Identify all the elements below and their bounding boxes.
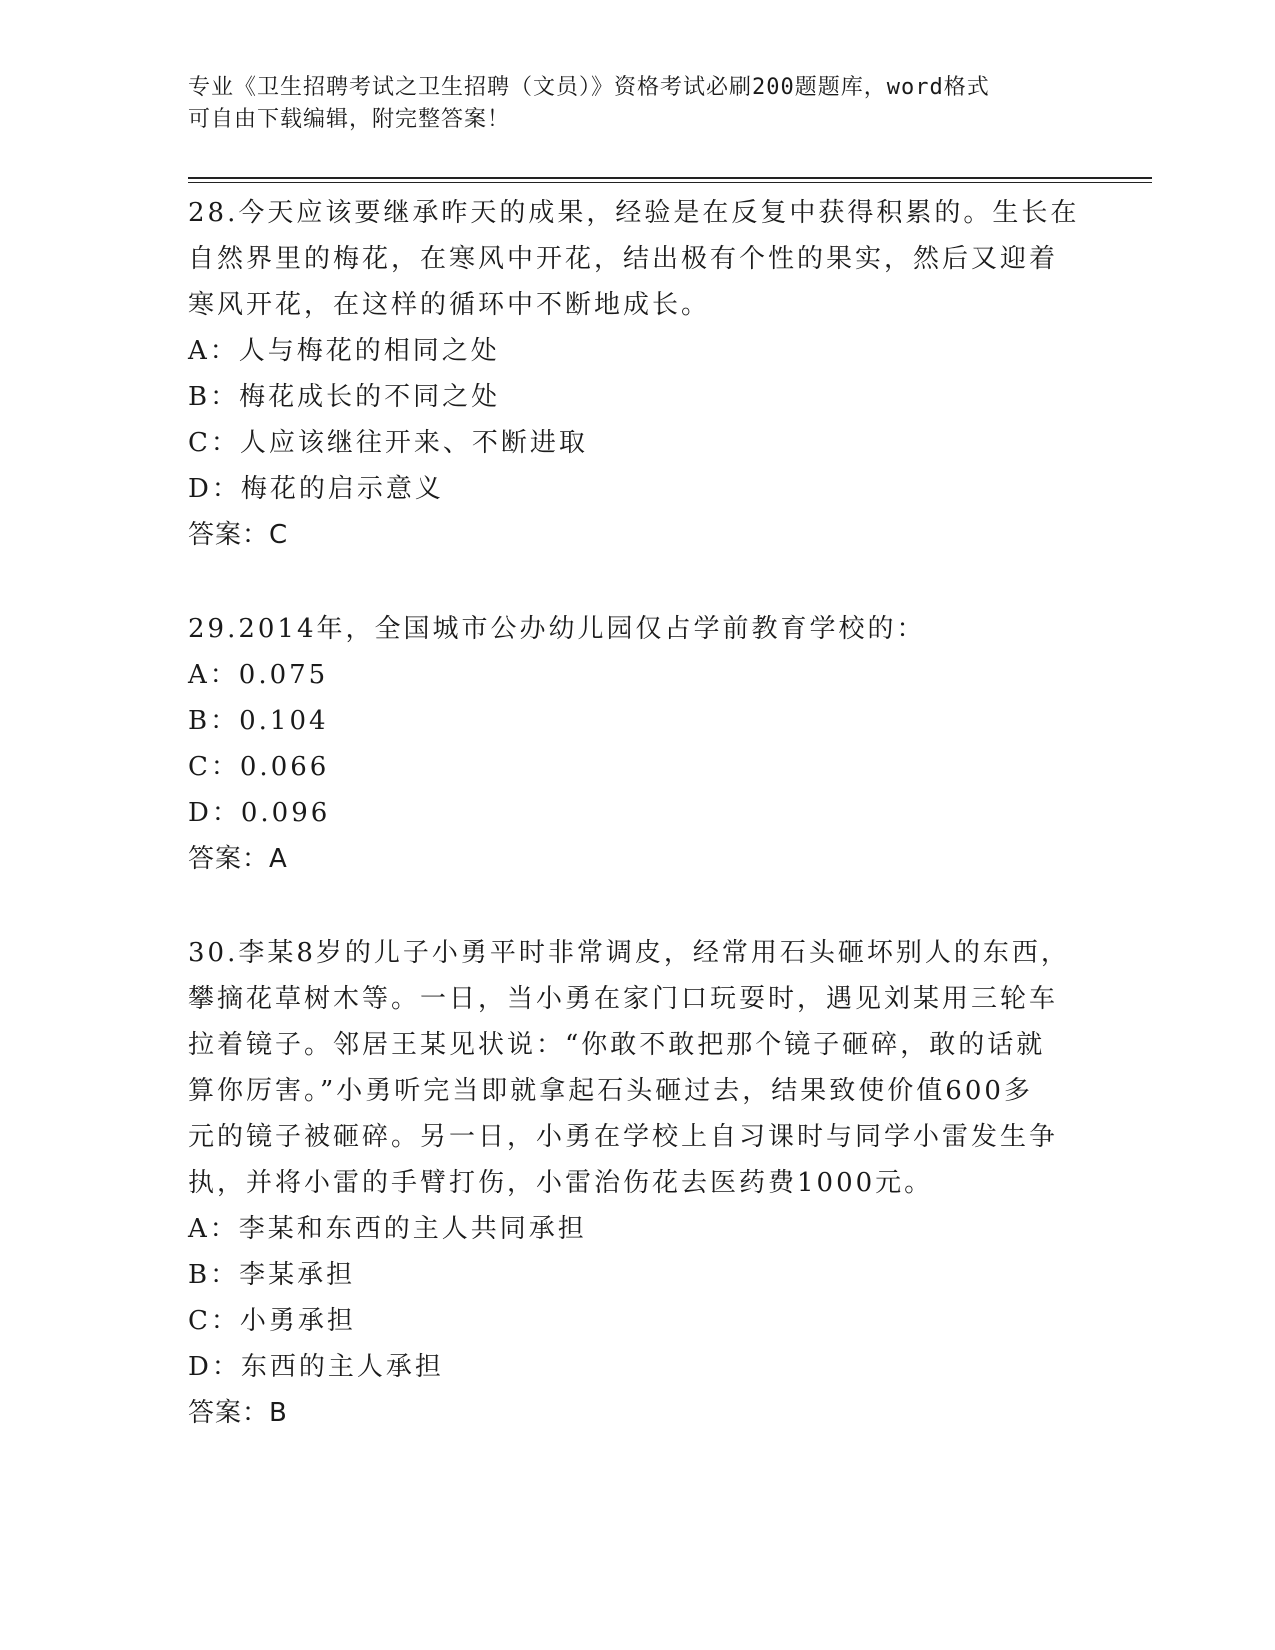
option-c: C：0.066 — [188, 752, 330, 782]
option-a: A：0.075 — [188, 660, 329, 690]
answer-label: 答案：A — [188, 844, 288, 874]
question-list — [188, 190, 1088, 1436]
question-stem-line: 攀摘花草树木等。一日，当小勇在家门口玩耍时，遇见刘某用三轮车 — [188, 984, 1059, 1014]
option-c: C：人应该继往开来、不断进取 — [188, 428, 588, 458]
question-stem-line: 29.2014年，全国城市公办幼儿园仅占学前教育学校的： — [188, 614, 926, 644]
question-28 — [188, 190, 1088, 558]
header-line-2: 可自由下载编辑，附完整答案！ — [188, 107, 511, 132]
question-stem-line: 30.李某8岁的儿子小勇平时非常调皮，经常用石头砸坏别人的东西， — [188, 938, 1070, 968]
option-b: B：李某承担 — [188, 1260, 356, 1290]
question-30 — [188, 930, 1088, 1436]
header-line-1: 专业《卫生招聘考试之卫生招聘（文员）》资格考试必刷200题题库，word格式 — [188, 75, 990, 100]
option-b: B：梅花成长的不同之处 — [188, 382, 501, 412]
question-stem-line: 寒风开花，在这样的循环中不断地成长。 — [188, 290, 711, 320]
answer-label: 答案：C — [188, 520, 289, 550]
question-stem-line: 拉着镜子。邻居王某见状说：“你敢不敢把那个镜子砸碎，敢的话就 — [188, 1030, 1046, 1060]
option-c: C：小勇承担 — [188, 1306, 356, 1336]
option-a: A：人与梅花的相同之处 — [188, 336, 500, 366]
question-stem-line: 28.今天应该要继承昨天的成果，经验是在反复中获得积累的。生长在 — [188, 198, 1080, 228]
option-d: D：0.096 — [188, 798, 331, 828]
option-a: A：李某和东西的主人共同承担 — [188, 1214, 587, 1244]
question-stem-line: 元的镜子被砸碎。另一日，小勇在学校上自习课时与同学小雷发生争 — [188, 1122, 1059, 1152]
question-29 — [188, 606, 1088, 882]
option-b: B：0.104 — [188, 706, 329, 736]
header-divider — [188, 177, 1152, 179]
option-d: D：东西的主人承担 — [188, 1352, 444, 1382]
header-divider-thin — [188, 182, 1152, 183]
option-d: D：梅花的启示意义 — [188, 474, 444, 504]
question-stem-line: 算你厉害。”小勇听完当即就拿起石头砸过去，结果致使价值600多 — [188, 1076, 1033, 1106]
question-stem-line: 自然界里的梅花，在寒风中开花，结出极有个性的果实，然后又迎着 — [188, 244, 1059, 274]
answer-label: 答案：B — [188, 1398, 288, 1428]
document-header — [188, 72, 1068, 136]
question-stem-line: 执，并将小雷的手臂打伤，小雷治伤花去医药费1000元。 — [188, 1168, 934, 1198]
